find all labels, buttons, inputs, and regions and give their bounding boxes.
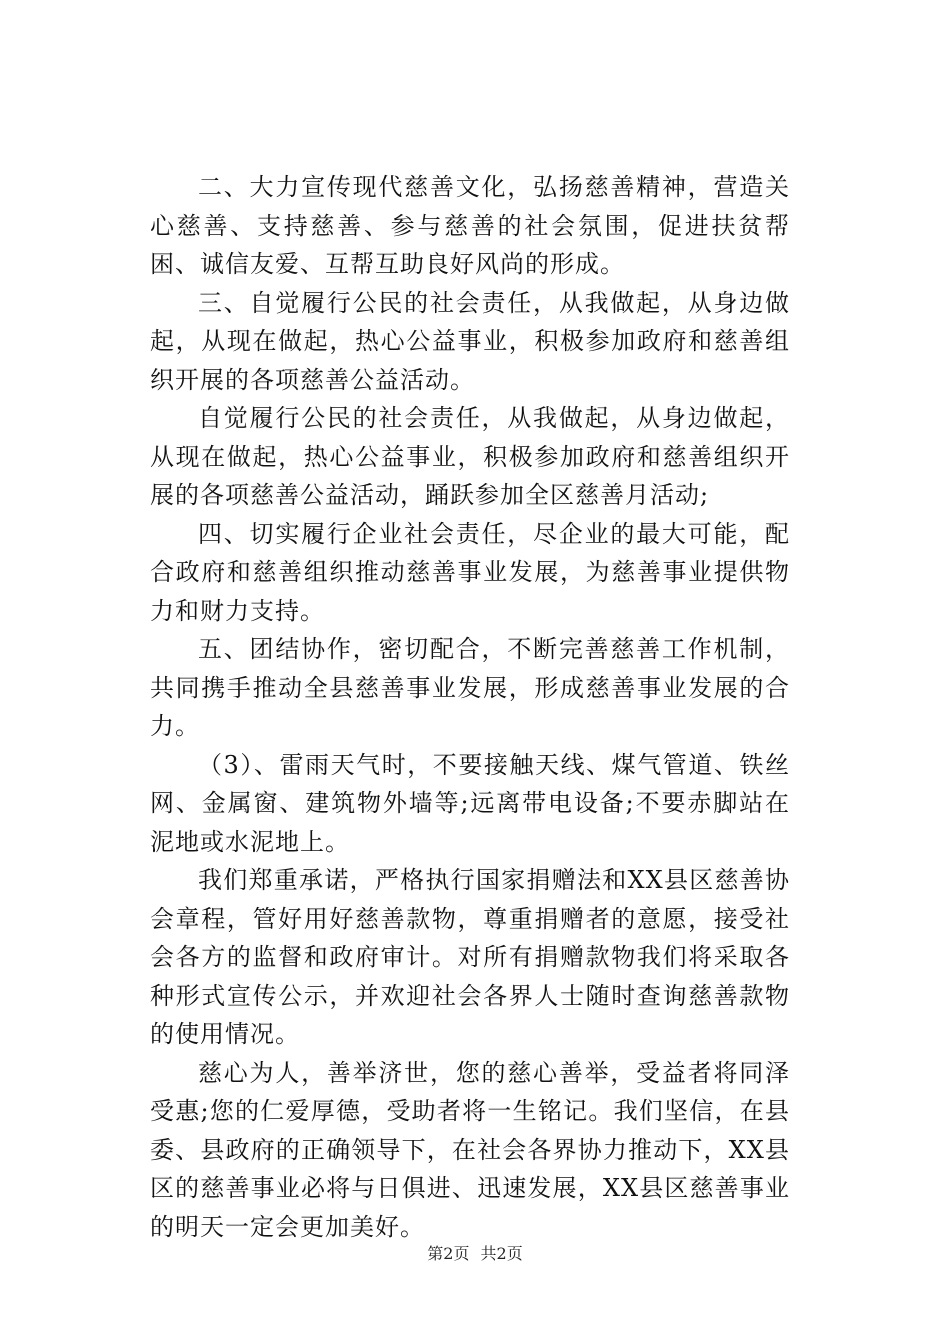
paragraph-2: 二、大力宣传现代慈善文化，弘扬慈善精神，营造关心慈善、支持慈善、参与慈善的社会氛围，促进扶贫帮困、诚信友爱、互帮互助良好风尚的形成。 (150, 173, 790, 278)
document-body (150, 168, 790, 1246)
paragraph-thunderstorm: （3）、雷雨天气时，不要接触天线、煤气管道、铁丝网、金属窗、建筑物外墙等;远离带电设备;不要赤脚站在泥地或水泥地上。 (150, 750, 790, 856)
paragraph-citizen-duty: 自觉履行公民的社会责任，从我做起，从身边做起，从现在做起，热心公益事业，积极参加政府和慈善组织开展的各项慈善公益活动，踊跃参加全区慈善月活动; (150, 404, 790, 509)
paragraph-3: 三、自觉履行公民的社会责任，从我做起，从身边做起，从现在做起，热心公益事业，积极参加政府和慈善组织开展的各项慈善公益活动。 (150, 288, 790, 394)
page-number: 第2页 (427, 1244, 470, 1263)
page-total: 共2页 (480, 1244, 523, 1263)
paragraph-commitment: 我们郑重承诺，严格执行国家捐赠法和XX县区慈善协会章程，管好用好慈善款物，尊重捐赠者的意愿，接受社会各方的监督和政府审计。对所有捐赠款物我们将采取各种形式宣传公示，并欢迎社会各界人士随时查询慈善款物的使用情况。 (150, 866, 790, 1048)
paragraph-4: 四、切实履行企业社会责任，尽企业的最大可能，配合政府和慈善组织推动慈善事业发展，为慈善事业提供物力和财力支持。 (150, 519, 790, 625)
paragraph-5: 五、团结协作，密切配合，不断完善慈善工作机制，共同携手推动全县慈善事业发展，形成慈善事业发展的合力。 (150, 635, 790, 740)
page-footer (0, 1244, 950, 1264)
paragraph-closing: 慈心为人，善举济世，您的慈心善举，受益者将同泽受惠;您的仁爱厚德，受助者将一生铭记。我们坚信，在县委、县政府的正确领导下，在社会各界协力推动下，XX县区的慈善事业必将与日俱进、迅速发展，XX县区慈善事业的明天一定会更加美好。 (150, 1058, 790, 1241)
